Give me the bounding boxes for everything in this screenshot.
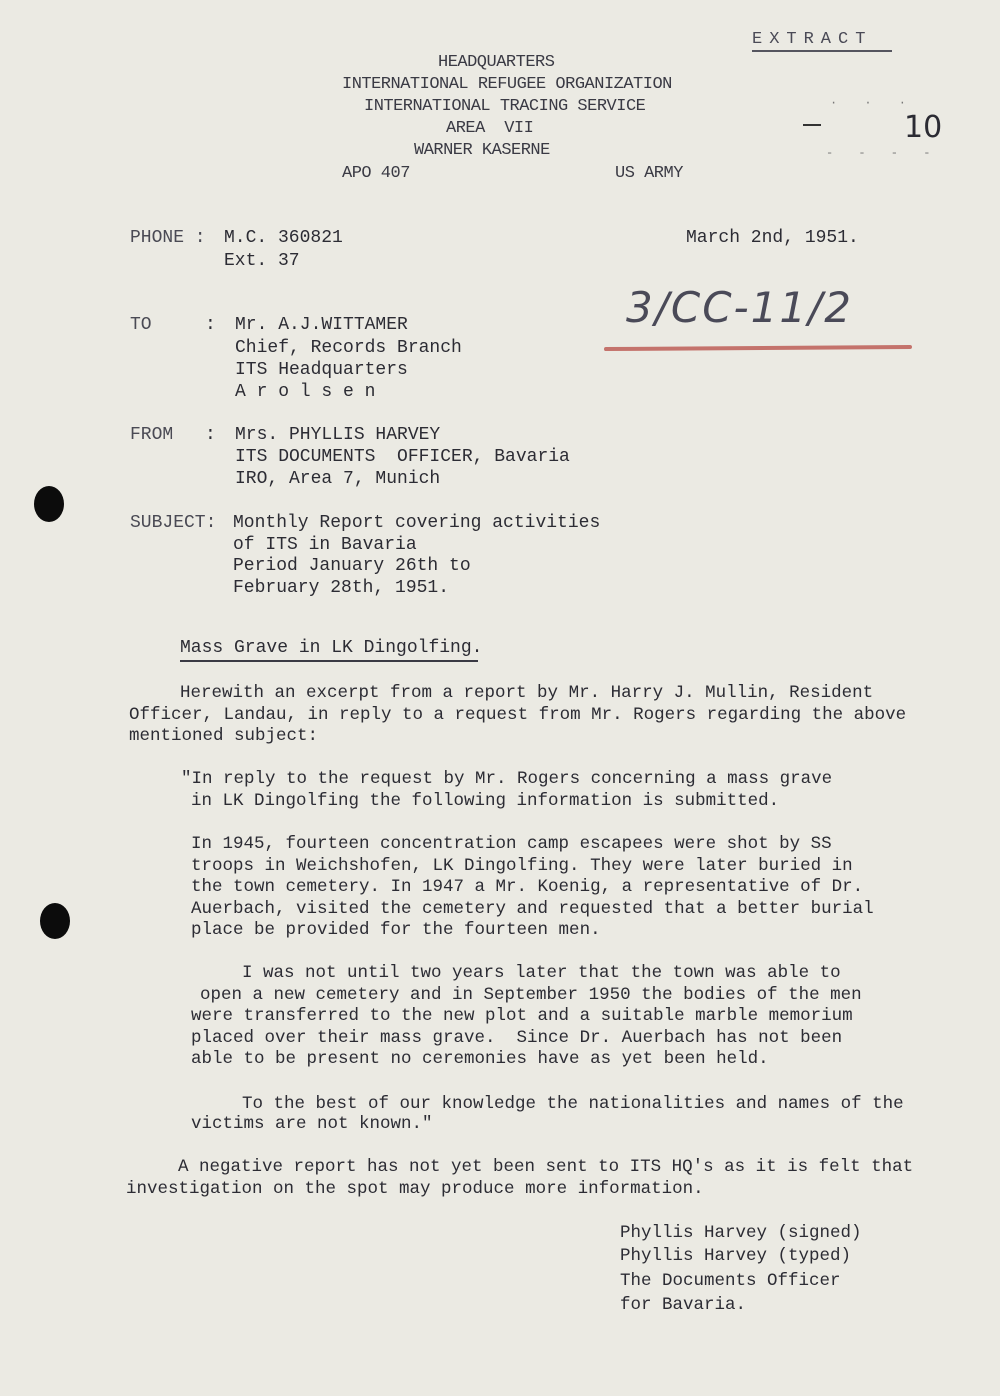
intro-line: mentioned subject:	[129, 726, 319, 746]
from-colon: :	[205, 425, 216, 445]
subject-line: of ITS in Bavaria	[233, 535, 417, 555]
intro-line: Officer, Landau, in reply to a request from Mr. Rogers regarding the above	[129, 705, 907, 725]
quote-line: To the best of our knowledge the nationalities and names of the	[242, 1094, 904, 1114]
punch-hole-bottom	[40, 903, 70, 939]
intro-line: Herewith an excerpt from a report by Mr. Harry J. Mullin, Resident	[180, 683, 874, 703]
phone-value: M.C. 360821	[224, 228, 343, 248]
stamp-dots-bottom: - - - -	[826, 146, 940, 160]
signature-line: The Documents Officer	[620, 1271, 841, 1291]
closing-line: A negative report has not yet been sent to ITS HQ's as it is felt that	[178, 1157, 914, 1177]
signature-line: Phyllis Harvey (signed)	[620, 1223, 862, 1243]
letterhead-line-2: INTERNATIONAL REFUGEE ORGANIZATION	[342, 75, 672, 94]
punch-hole-top	[34, 486, 64, 522]
quote-line: placed over their mass grave. Since Dr. Auerbach has not been	[191, 1028, 843, 1048]
subject-line: February 28th, 1951.	[233, 578, 450, 598]
letterhead-line-1: HEADQUARTERS	[438, 53, 555, 72]
quote-line: I was not until two years later that the town was able to	[242, 963, 841, 983]
phone-label: PHONE :	[130, 228, 206, 248]
quote-line: "In reply to the request by Mr. Rogers concerning a mass grave	[181, 769, 833, 789]
quote-line: were transferred to the new plot and a suitable marble memorium	[191, 1006, 853, 1026]
to-line: Mr. A.J.WITTAMER	[235, 315, 408, 335]
quote-line: victims are not known."	[191, 1114, 433, 1134]
page-number: 10	[904, 110, 943, 145]
letter-date: March 2nd, 1951.	[686, 228, 859, 248]
section-title: Mass Grave in LK Dingolfing.	[180, 638, 483, 658]
to-line: ITS Headquarters	[235, 360, 408, 380]
extract-underline	[752, 50, 892, 52]
from-line: IRO, Area 7, Munich	[235, 469, 441, 489]
letterhead-army: US ARMY	[615, 164, 683, 183]
quote-line: able to be present no ceremonies have as yet been held.	[191, 1049, 769, 1069]
quote-line: place be provided for the fourteen men.	[191, 920, 601, 940]
red-pencil-line	[604, 345, 912, 351]
closing-line: investigation on the spot may produce more information.	[126, 1179, 704, 1199]
signature-line: for Bavaria.	[620, 1295, 747, 1315]
handwritten-file-reference: 3/CC-11/2	[626, 283, 853, 332]
quote-line: Auerbach, visited the cemetery and requested that a better burial	[191, 899, 874, 919]
extract-stamp: EXTRACT	[752, 30, 873, 49]
letterhead-apo: APO 407	[342, 164, 410, 183]
letterhead-line-3: INTERNATIONAL TRACING SERVICE	[364, 97, 646, 116]
stamp-dash	[803, 124, 821, 126]
quote-line: In 1945, fourteen concentration camp escapees were shot by SS	[191, 834, 832, 854]
subject-line: Period January 26th to	[233, 556, 471, 576]
from-line: Mrs. PHYLLIS HARVEY	[235, 425, 441, 445]
letterhead-line-4: AREA VII	[446, 119, 534, 138]
subject-label: SUBJECT:	[130, 513, 217, 533]
phone-ext: Ext. 37	[224, 251, 300, 271]
to-label: TO	[130, 315, 152, 335]
quote-line: troops in Weichshofen, LK Dingolfing. They were later buried in	[191, 856, 853, 876]
to-line: Chief, Records Branch	[235, 338, 462, 358]
subject-line: Monthly Report covering activities	[233, 513, 601, 533]
quote-line: in LK Dingolfing the following information is submitted.	[191, 791, 780, 811]
from-line: ITS DOCUMENTS OFFICER, Bavaria	[235, 447, 570, 467]
from-label: FROM	[130, 425, 174, 445]
to-line: A r o l s e n	[235, 382, 376, 402]
signature-line: Phyllis Harvey (typed)	[620, 1246, 852, 1266]
stamp-dots-top: · · ·	[830, 96, 917, 110]
quote-line: open a new cemetery and in September 1950 the bodies of the men	[200, 985, 862, 1005]
letterhead-line-5: WARNER KASERNE	[414, 141, 550, 160]
to-colon: :	[205, 315, 216, 335]
quote-line: the town cemetery. In 1947 a Mr. Koenig, a representative of Dr.	[191, 877, 864, 897]
section-title-underline	[180, 660, 478, 662]
